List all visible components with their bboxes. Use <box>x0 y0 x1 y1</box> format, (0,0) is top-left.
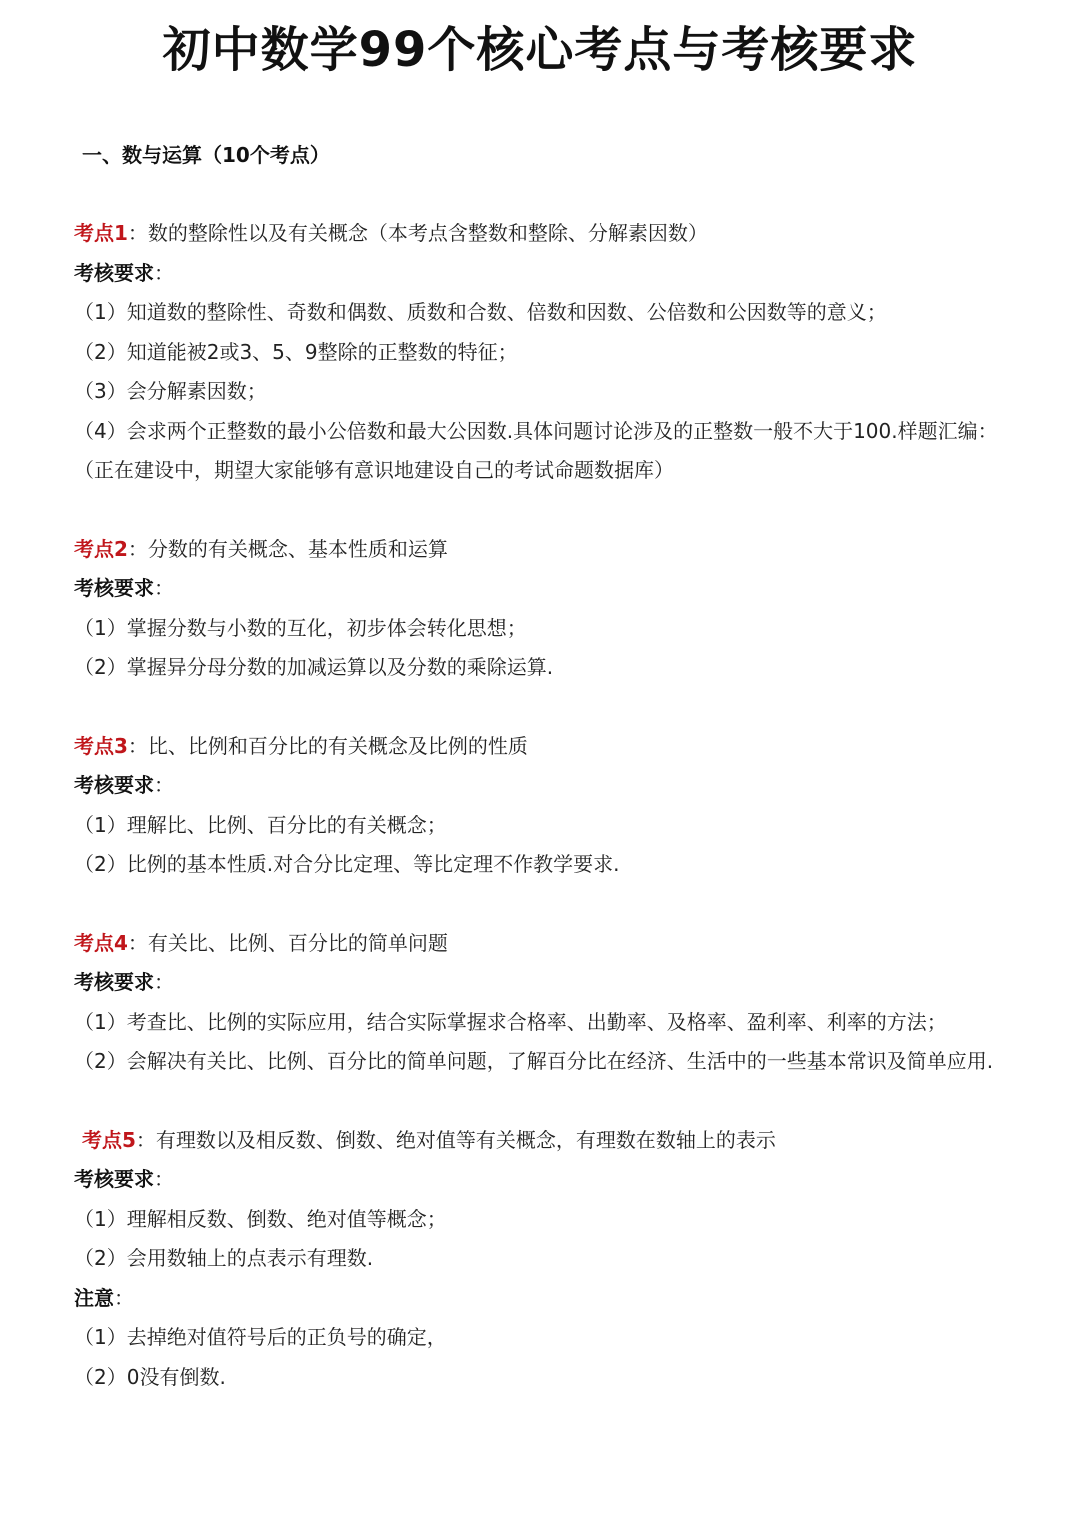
requirement-item: （2）会解决有关比、比例、百分比的简单问题，了解百分比在经济、生活中的一些基本常识及简单应用. <box>74 1049 994 1073</box>
requirement-label: 考核要求 <box>74 970 154 994</box>
kaodian-label: 考点2 <box>74 536 128 561</box>
requirement-heading <box>74 766 1014 806</box>
kaodian-heading <box>74 727 1014 767</box>
kaodian-separator: ： <box>127 930 148 955</box>
kaodian-separator: ： <box>127 733 148 758</box>
kaodian-topic: 比、比例和百分比的有关概念及比例的性质 <box>147 733 528 758</box>
requirement-heading <box>74 963 1014 1003</box>
kaodian-label: 考点3 <box>74 733 128 758</box>
kaodian-topic: 数的整除性以及有关概念（本考点含整数和整除、分解素因数） <box>147 221 708 245</box>
requirement-item: （1）理解相反数、倒数、绝对值等概念； <box>74 1206 447 1231</box>
kaodian-topic: 分数的有关概念、基本性质和运算 <box>147 536 448 561</box>
requirement-label: 考核要求 <box>74 260 154 285</box>
kaodian-label: 考点5 <box>82 1127 136 1152</box>
note-item: （2）0没有倒数. <box>74 1364 226 1389</box>
requirement-item: （4）会求两个正整数的最小公倍数和最大公因数.具体问题讨论涉及的正整数一般不大于100.样题汇编：（正在建设中，期望大家能够有意识地建设自己的考试命题数据库） <box>74 418 998 482</box>
kaodian-block-4 <box>74 924 1014 1082</box>
kaodian-block-3 <box>74 727 1014 885</box>
kaodian-block-5 <box>74 1121 1014 1398</box>
requirement-heading <box>74 254 1014 294</box>
requirement-item: （3）会分解素因数； <box>74 379 267 403</box>
kaodian-separator: ： <box>127 536 148 561</box>
kaodian-label: 考点4 <box>74 930 128 955</box>
requirement-item: （1）知道数的整除性、奇数和偶数、质数和合数、倍数和因数、公倍数和公因数等的意义； <box>74 300 887 324</box>
requirement-item: （1）掌握分数与小数的互化，初步体会转化思想； <box>74 615 527 640</box>
requirement-separator: ： <box>154 260 174 285</box>
requirement-item: （1）理解比、比例、百分比的有关概念； <box>74 812 447 837</box>
kaodian-label: 考点1 <box>74 221 128 245</box>
kaodian-block-1 <box>74 214 1014 491</box>
section-heading: 一、数与运算（10个考点） <box>82 143 330 167</box>
kaodian-separator: ： <box>135 1127 156 1152</box>
requirement-separator: ： <box>154 576 174 600</box>
kaodian-separator: ： <box>127 221 148 245</box>
requirement-item: （2）会用数轴上的点表示有理数. <box>74 1246 374 1270</box>
requirement-item: （2）掌握异分母分数的加减运算以及分数的乘除运算. <box>74 655 554 679</box>
requirement-separator: ： <box>154 1167 174 1191</box>
kaodian-topic: 有理数以及相反数、倒数、绝对值等有关概念，有理数在数轴上的表示 <box>155 1127 776 1152</box>
kaodian-heading <box>74 1121 1014 1161</box>
kaodian-block-2 <box>74 530 1014 688</box>
requirement-separator: ： <box>154 970 174 994</box>
requirement-item: （1）考查比、比例的实际应用，结合实际掌握求合格率、出勤率、及格率、盈利率、利率的方法； <box>74 1009 947 1034</box>
page-title: 初中数学99个核心考点与考核要求 <box>162 22 918 78</box>
kaodian-heading <box>74 530 1014 570</box>
requirement-item: （2）知道能被2或3、5、9整除的正整数的特征； <box>74 339 518 364</box>
requirement-item: （2）比例的基本性质.对合分比定理、等比定理不作教学要求. <box>74 852 620 876</box>
requirement-separator: ： <box>154 773 174 797</box>
note-heading <box>74 1279 1014 1319</box>
kaodian-topic: 有关比、比例、百分比的简单问题 <box>147 930 448 955</box>
requirement-label: 考核要求 <box>74 773 154 797</box>
requirement-heading <box>74 1160 1014 1200</box>
note-label: 注意 <box>74 1285 114 1310</box>
requirement-label: 考核要求 <box>74 576 154 600</box>
kaodian-heading <box>74 214 1014 254</box>
note-separator: ： <box>114 1285 134 1310</box>
note-item: （1）去掉绝对值符号后的正负号的确定， <box>74 1325 447 1349</box>
document-body <box>74 214 1014 1436</box>
kaodian-heading <box>74 924 1014 964</box>
requirement-heading <box>74 569 1014 609</box>
requirement-label: 考核要求 <box>74 1167 154 1191</box>
